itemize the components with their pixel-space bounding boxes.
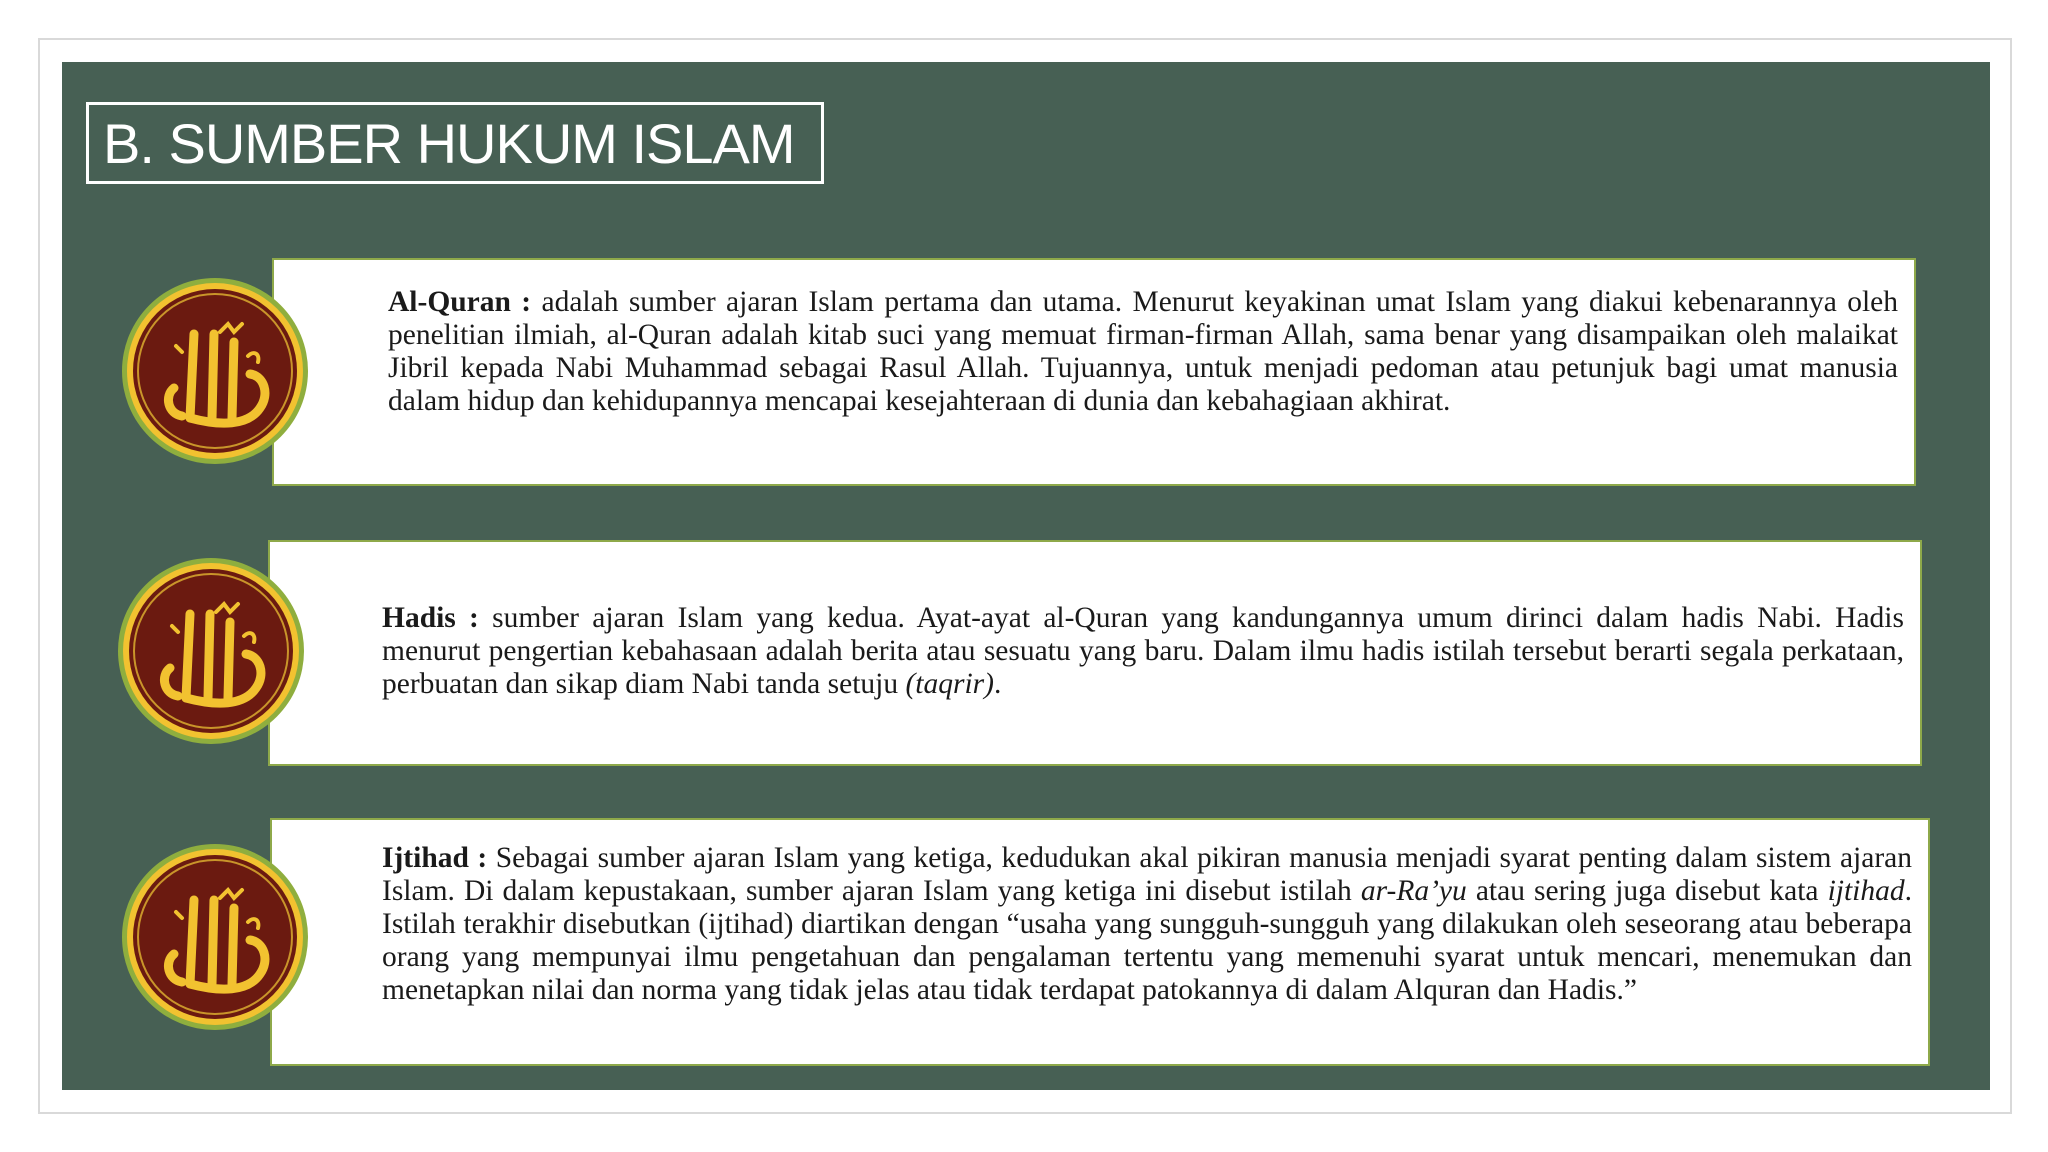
- allah-calligraphy-icon: [116, 556, 306, 746]
- source-text-hadis: [382, 602, 1904, 701]
- term-hadis: Hadis :: [382, 602, 479, 634]
- term-alquran: Al-Quran :: [388, 286, 532, 318]
- source-card-alquran: [272, 258, 1916, 486]
- source-card-ijtihad: [270, 818, 1930, 1066]
- desc-alquran: adalah sumber ajaran Islam pertama dan utama. Menurut keyakinan umat Islam yang diakui kebenarannya oleh penelitian ilmiah, al-Quran adalah kitab suci yang memuat firman-firman Allah, sama benar yang disampaikan oleh malaikat Jibril kepada Nabi Muhammad sebagai Rasul Allah. Tujuannya, untuk menjadi pedoman atau petunjuk bagi umat manusia dalam hidup dan kehidupannya mencapai kesejahteraan di dunia dan kebahagiaan akhirat.: [388, 286, 1899, 417]
- slide: [62, 62, 1990, 1090]
- desc-hadis-part1: sumber ajaran Islam yang kedua. Ayat-ayat al-Quran yang kandungannya umum dirinci dalam hadis Nabi. Hadis menurut pengertian kebahasaan adalah berita atau sesuatu yang baru. Dalam ilmu hadis istilah tersebut berarti segala perkataan, perbuatan dan sikap diam Nabi tanda setuju: [382, 602, 1904, 700]
- taqrir-italic: (taqrir): [905, 668, 994, 700]
- desc-ijtihad-part2: atau sering juga disebut kata: [1466, 875, 1828, 907]
- allah-calligraphy-icon: [120, 276, 310, 466]
- title-box: [86, 102, 824, 184]
- term-ijtihad: Ijtihad :: [382, 842, 488, 874]
- source-card-hadis: [268, 540, 1922, 766]
- desc-ijtihad-part1: Sebagai sumber ajaran Islam yang ketiga, kedudukan akal pikiran manusia menjadi syarat penting dalam sistem ajaran Islam. Di dalam kepustakaan, sumber ajaran Islam yang ketiga ini disebut istilah: [382, 842, 1912, 907]
- slide-title: B. SUMBER HUKUM ISLAM: [103, 111, 795, 175]
- source-text-ijtihad: [382, 842, 1912, 1007]
- ar-rayu-italic: ar-Ra’yu: [1360, 875, 1467, 907]
- ijtihad-italic: ijtihad: [1827, 875, 1905, 907]
- allah-calligraphy-icon: [120, 842, 310, 1032]
- desc-hadis-part2: .: [993, 668, 1002, 700]
- source-text-alquran: [388, 286, 1898, 418]
- desc-ijtihad-part3: . Istilah terakhir disebutkan (ijtihad) diartikan dengan “usaha yang sungguh-sungguh yang dilakukan oleh seseorang atau beberapa orang yang mempunyai ilmu pengetahuan dan pengalaman tertentu yang memenuhi syarat untuk mencari, menemukan dan menetapkan nilai dan norma yang tidak jelas atau tidak terdapat patokannya di dalam Alquran dan Hadis.”: [382, 875, 1912, 1006]
